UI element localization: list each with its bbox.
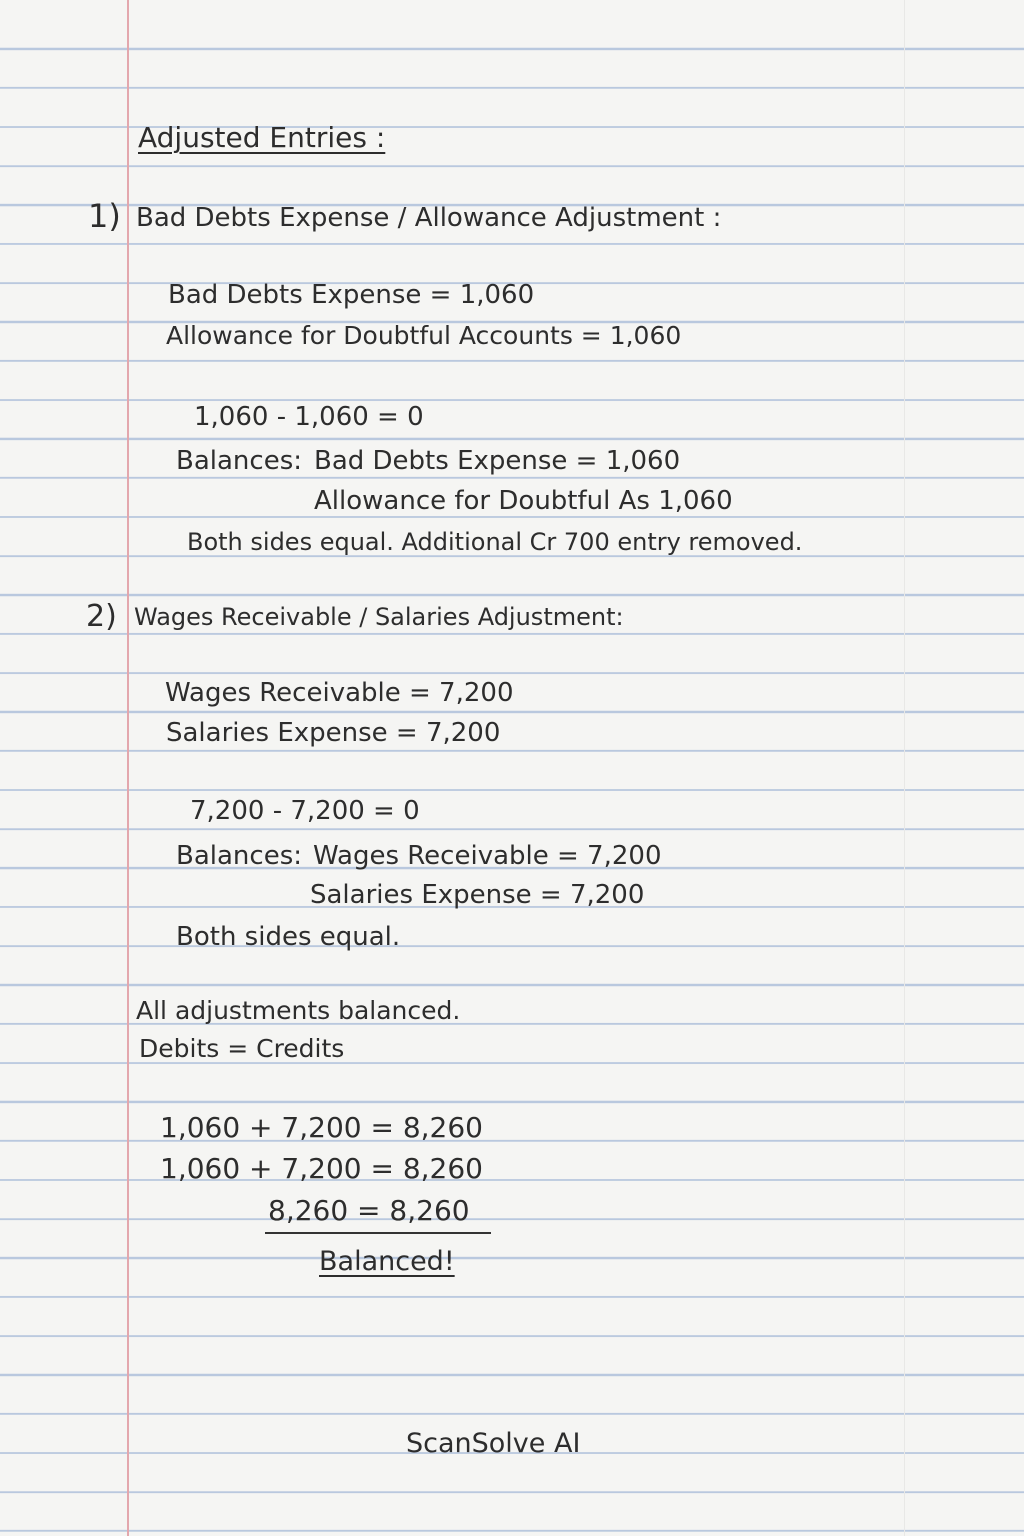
section2-balance1: Wages Receivable = 7,200 bbox=[313, 841, 662, 871]
section2-balances-label: Balances: bbox=[176, 841, 303, 871]
section1-balance2: Allowance for Doubtful As 1,060 bbox=[314, 486, 733, 516]
section1-line1: Bad Debts Expense = 1,060 bbox=[168, 280, 535, 310]
margin-line bbox=[127, 0, 129, 1536]
section1-balances-label: Balances: bbox=[176, 446, 303, 476]
summary-line2: Debits = Credits bbox=[139, 1034, 345, 1063]
section2-calc: 7,200 - 7,200 = 0 bbox=[190, 796, 420, 826]
summary-line1: All adjustments balanced. bbox=[136, 996, 461, 1025]
section2-line1: Wages Receivable = 7,200 bbox=[165, 678, 514, 708]
footer-watermark: ScanSolve AI bbox=[406, 1428, 581, 1459]
total-underline bbox=[265, 1232, 491, 1234]
section1-heading: Bad Debts Expense / Allowance Adjustment : bbox=[136, 203, 722, 233]
balanced-result: Balanced! bbox=[319, 1246, 455, 1277]
section1-note: Both sides equal. Additional Cr 700 entry removed. bbox=[187, 528, 803, 556]
summary-total: 8,260 = 8,260 bbox=[268, 1194, 470, 1227]
section2-balance2: Salaries Expense = 7,200 bbox=[310, 880, 645, 910]
right-margin-line bbox=[904, 0, 905, 1536]
page-title: Adjusted Entries : bbox=[138, 121, 386, 154]
section1-calc: 1,060 - 1,060 = 0 bbox=[194, 402, 424, 432]
section2-line2: Salaries Expense = 7,200 bbox=[166, 718, 501, 748]
section2-note: Both sides equal. bbox=[176, 922, 401, 952]
summary-sum1: 1,060 + 7,200 = 8,260 bbox=[160, 1111, 483, 1144]
section2-heading: Wages Receivable / Salaries Adjustment: bbox=[134, 603, 624, 631]
section1-balance1: Bad Debts Expense = 1,060 bbox=[314, 446, 681, 476]
section1-line2: Allowance for Doubtful Accounts = 1,060 bbox=[166, 321, 682, 350]
section1-number: 1) bbox=[88, 197, 121, 235]
section2-number: 2) bbox=[86, 599, 117, 634]
summary-sum2: 1,060 + 7,200 = 8,260 bbox=[160, 1152, 483, 1185]
